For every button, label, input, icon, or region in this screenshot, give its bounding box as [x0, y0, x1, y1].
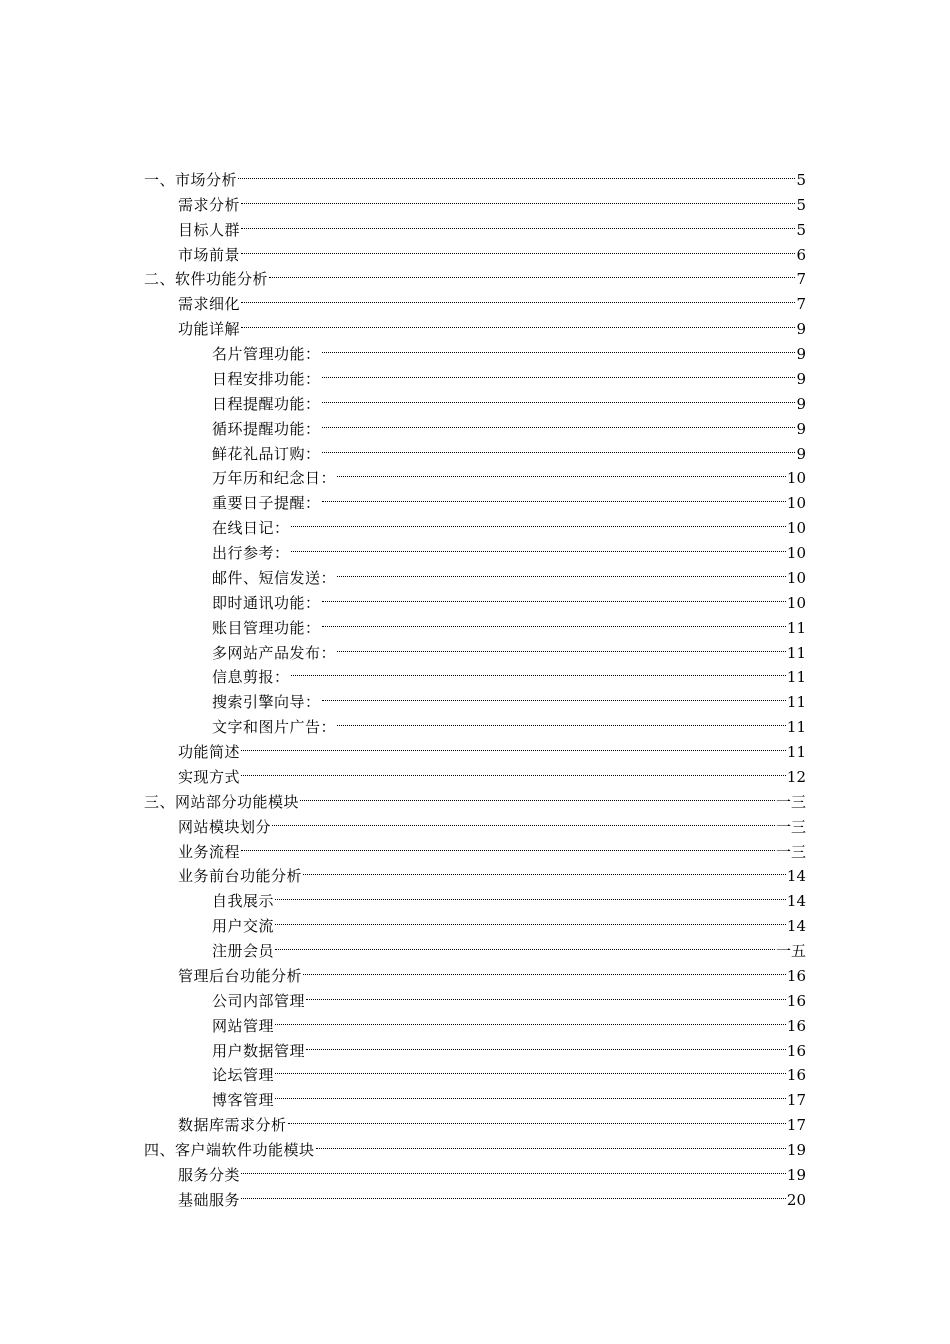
toc-entry-title: 日程安排功能： [212, 369, 321, 388]
toc-entry[interactable] [0, 807, 950, 836]
toc-entry[interactable] [0, 1130, 950, 1159]
toc-entry-title: 鲜花礼品订购： [212, 444, 321, 463]
toc-entry[interactable] [0, 459, 950, 488]
toc-entry-page-number: 7 [796, 295, 806, 314]
dot-leader [321, 483, 787, 508]
toc-entry-title: 多网站产品发布： [212, 643, 337, 662]
toc-entry-title: 在线日记： [212, 519, 290, 538]
toc-entry-page-number: 一三 [775, 817, 806, 836]
toc-entry-page-number: 9 [796, 345, 806, 363]
toc-entry-page-number: 一三 [775, 842, 806, 861]
toc-entry-page-number: 10 [786, 519, 806, 538]
dot-leader [321, 334, 797, 359]
toc-entry-title: 网站管理 [212, 1016, 275, 1035]
dot-leader [305, 981, 787, 1006]
dot-leader [321, 384, 797, 409]
toc-entry-title: 博客管理 [212, 1091, 275, 1110]
toc-entry[interactable] [0, 384, 950, 413]
dot-leader [274, 1056, 787, 1081]
toc-entry-page-number: 6 [796, 245, 806, 264]
dot-leader [290, 533, 787, 558]
dot-leader [336, 459, 787, 484]
toc-entry-page-number: 14 [786, 892, 806, 911]
toc-entry[interactable] [0, 1080, 950, 1110]
toc-entry[interactable] [0, 757, 950, 786]
dot-leader [240, 284, 796, 309]
dot-leader [321, 682, 787, 707]
dot-leader [321, 608, 787, 633]
dot-leader [274, 1006, 787, 1031]
toc-entry-page-number: 17 [786, 1116, 806, 1135]
toc-entry[interactable] [0, 334, 950, 363]
toc-entry[interactable] [0, 732, 950, 761]
toc-entry-title: 日程提醒功能： [212, 394, 321, 413]
toc-entry-title: 网站模块划分 [178, 817, 272, 836]
toc-entry[interactable] [0, 235, 950, 264]
toc-entry[interactable] [0, 981, 950, 1010]
toc-entry-title: 功能详解 [178, 320, 241, 339]
toc-entry-page-number: 7 [796, 270, 806, 289]
toc-entry-title: 业务前台功能分析 [178, 867, 303, 886]
dot-leader [290, 658, 787, 683]
toc-entry[interactable] [0, 583, 950, 612]
toc-entry[interactable] [0, 906, 950, 936]
toc-entry-page-number: 11 [786, 718, 806, 737]
toc-entry-page-number: 10 [786, 568, 806, 587]
toc-entry-page-number: 5 [796, 220, 806, 239]
dot-leader [240, 185, 796, 210]
toc-entry-title: 三、网站部分功能模块 [144, 792, 300, 811]
toc-entry-page-number: 11 [786, 618, 806, 637]
toc-entry-page-number: 10 [786, 494, 806, 513]
toc-entry-page-number: 14 [786, 867, 806, 886]
toc-entry[interactable] [0, 832, 950, 861]
toc-entry-title: 账目管理功能： [212, 618, 321, 637]
toc-entry[interactable] [0, 956, 950, 985]
toc-entry-title: 论坛管理 [212, 1066, 275, 1085]
toc-entry[interactable] [0, 881, 950, 911]
toc-entry-title: 名片管理功能： [212, 345, 321, 363]
dot-leader [336, 558, 787, 583]
toc-entry-page-number: 16 [786, 991, 806, 1010]
toc-entry-page-number: 11 [786, 693, 806, 712]
toc-entry-title: 服务分类 [178, 1165, 241, 1184]
toc-entry-page-number: 5 [796, 195, 806, 214]
toc-entry-title: 功能简述 [178, 743, 241, 761]
toc-entry[interactable] [0, 1056, 950, 1085]
dot-leader [240, 1155, 787, 1180]
toc-entry-title: 二、软件功能分析 [144, 270, 269, 289]
toc-entry-title: 自我展示 [212, 892, 275, 911]
toc-entry[interactable] [0, 210, 950, 239]
toc-entry[interactable] [0, 931, 950, 960]
toc-entry-page-number: 11 [786, 643, 806, 662]
toc-entry[interactable] [0, 1155, 950, 1184]
dot-leader [240, 757, 787, 782]
dot-leader [315, 1130, 787, 1155]
toc-entry[interactable] [0, 260, 950, 289]
dot-leader [321, 434, 797, 459]
toc-entry-page-number: 10 [786, 544, 806, 562]
toc-entry[interactable] [0, 409, 950, 438]
dot-leader [336, 707, 787, 732]
toc-entry-page-number: 9 [796, 444, 806, 463]
toc-entry-title: 业务流程 [178, 842, 241, 861]
toc-entry[interactable] [0, 160, 950, 189]
toc-entry-title: 即时通讯功能： [212, 593, 321, 612]
toc-entry-title: 万年历和纪念日： [212, 469, 337, 488]
dot-leader [274, 1080, 787, 1105]
toc-entry[interactable] [0, 434, 950, 463]
toc-entry-title: 一、市场分析 [144, 170, 238, 189]
dot-leader [240, 309, 796, 334]
toc-entry[interactable] [0, 508, 950, 538]
dot-leader [240, 210, 796, 235]
dot-leader [336, 633, 787, 658]
dot-leader [321, 409, 797, 434]
dot-leader [274, 881, 787, 906]
toc-entry[interactable] [0, 483, 950, 513]
toc-entry[interactable] [0, 533, 950, 562]
toc-entry-page-number: 10 [786, 469, 806, 488]
toc-entry-page-number: 一五 [775, 942, 806, 960]
toc-entry-title: 公司内部管理 [212, 991, 306, 1010]
toc-entry-title: 市场前景 [178, 245, 241, 264]
dot-leader [302, 956, 787, 981]
toc-entry[interactable] [0, 1031, 950, 1060]
toc-entry-title: 循环提醒功能： [212, 419, 321, 438]
dot-leader [271, 807, 776, 832]
toc-entry-page-number: 16 [786, 1041, 806, 1060]
toc-entry[interactable] [0, 1006, 950, 1035]
toc-entry-title: 重要日子提醒： [212, 494, 321, 513]
toc-entry-page-number: 9 [796, 320, 806, 339]
toc-entry[interactable] [0, 185, 950, 214]
dot-leader [237, 160, 796, 185]
toc-entry-page-number: 17 [786, 1091, 806, 1110]
toc-entry-page-number: 19 [786, 1165, 806, 1184]
toc-entry-title: 出行参考： [212, 544, 290, 562]
toc-entry[interactable] [0, 1105, 950, 1135]
toc-entry-page-number: 9 [796, 419, 806, 438]
toc-entry-title: 数据库需求分析 [178, 1116, 287, 1135]
dot-leader [240, 732, 787, 757]
toc-entry[interactable] [0, 782, 950, 811]
toc-entry[interactable] [0, 682, 950, 712]
dot-leader [240, 832, 776, 857]
toc-entry-title: 注册会员 [212, 942, 275, 960]
toc-entry[interactable] [0, 857, 950, 886]
dot-leader [290, 508, 787, 533]
toc-entry-page-number: 11 [786, 743, 806, 761]
toc-entry-page-number: 9 [796, 394, 806, 413]
toc-entry-page-number: 11 [786, 668, 806, 687]
dot-leader [274, 906, 787, 931]
toc-entry[interactable] [0, 633, 950, 662]
toc-entry-page-number: 20 [786, 1190, 806, 1209]
toc-entry[interactable] [0, 309, 950, 339]
dot-leader [240, 235, 796, 260]
toc-entry[interactable] [0, 707, 950, 737]
toc-entry[interactable] [0, 1180, 950, 1209]
table-of-contents [0, 160, 950, 1209]
toc-entry-page-number: 9 [796, 369, 806, 388]
toc-entry-title: 管理后台功能分析 [178, 966, 303, 985]
dot-leader [305, 1031, 787, 1056]
toc-entry-title: 邮件、短信发送： [212, 568, 337, 587]
toc-entry-title: 需求细化 [178, 295, 241, 314]
dot-leader [321, 583, 787, 608]
toc-entry[interactable] [0, 558, 950, 587]
dot-leader [302, 857, 787, 882]
toc-entry-title: 用户交流 [212, 917, 275, 936]
dot-leader [287, 1105, 787, 1130]
toc-entry-page-number: 12 [786, 767, 806, 786]
toc-entry-page-number: 16 [786, 1016, 806, 1035]
dot-leader [268, 260, 796, 285]
dot-leader [299, 782, 776, 807]
toc-entry[interactable] [0, 284, 950, 314]
dot-leader [240, 1180, 787, 1205]
toc-entry-title: 实现方式 [178, 767, 241, 786]
toc-entry-page-number: 14 [786, 917, 806, 936]
toc-entry-title: 文字和图片广告： [212, 718, 337, 737]
toc-entry[interactable] [0, 608, 950, 637]
toc-entry-page-number: 16 [786, 1066, 806, 1085]
toc-entry[interactable] [0, 359, 950, 388]
toc-entry-title: 用户数据管理 [212, 1041, 306, 1060]
toc-entry-page-number: 10 [786, 593, 806, 612]
dot-leader [274, 931, 776, 956]
toc-entry-title: 搜索引擎向导： [212, 693, 321, 712]
toc-entry-page-number: 一三 [775, 792, 806, 811]
toc-entry-page-number: 16 [786, 966, 806, 985]
toc-entry[interactable] [0, 658, 950, 687]
toc-entry-title: 四、客户端软件功能模块 [144, 1141, 315, 1159]
dot-leader [321, 359, 797, 384]
toc-entry-page-number: 5 [796, 170, 806, 189]
toc-entry-title: 信息剪报： [212, 668, 290, 687]
toc-entry-title: 基础服务 [178, 1190, 241, 1209]
toc-entry-title: 需求分析 [178, 195, 241, 214]
toc-entry-page-number: 19 [786, 1141, 806, 1159]
toc-entry-title: 目标人群 [178, 220, 241, 239]
